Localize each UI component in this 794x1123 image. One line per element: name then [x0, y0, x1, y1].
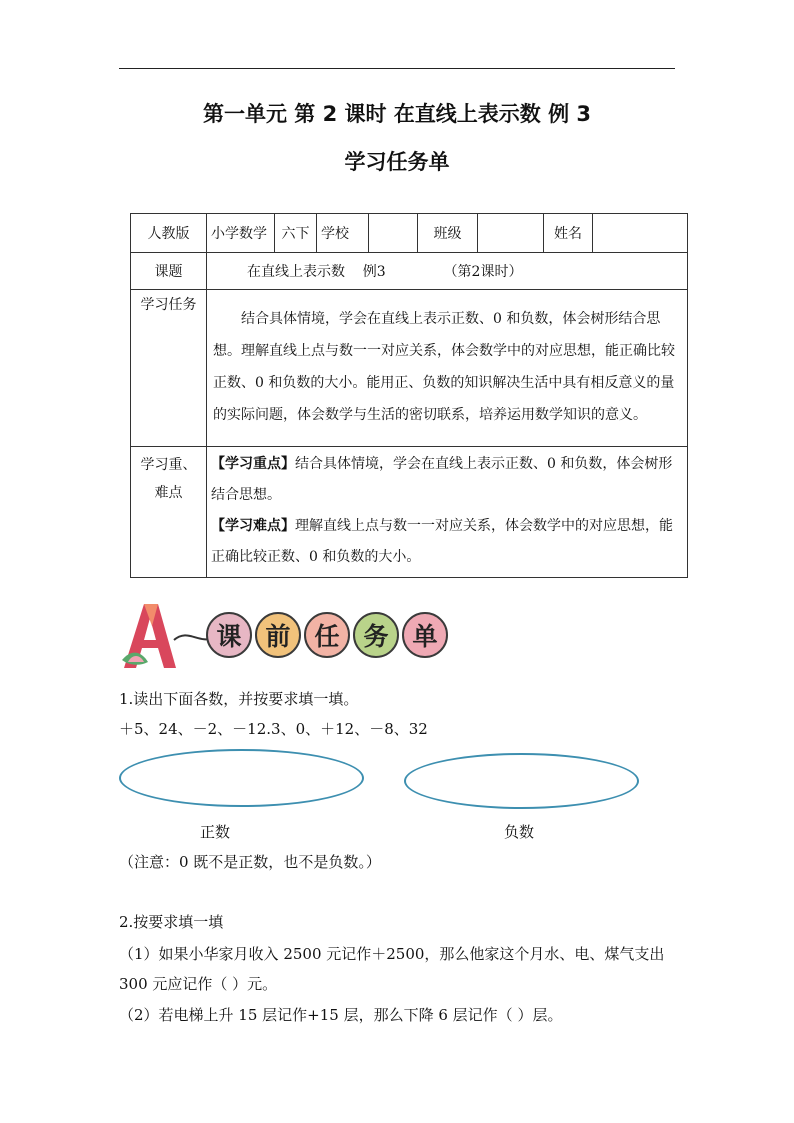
school-field[interactable]: [369, 214, 418, 253]
banner-char-5: [402, 612, 448, 658]
negative-label: 负数: [504, 823, 535, 841]
top-rule: [119, 68, 675, 69]
task-label: 学习任务: [131, 290, 207, 447]
banner-char-3: [304, 612, 350, 658]
task-text: 结合具体情境，学会在直线上表示正数、0 和负数，体会树形结合思想。理解直线上点与数一一对应关系，体会数学中的对应思想，能正确比较正数、0 和负数的大小。能用正、负数的知识解决生活中具有相反意义的量的实际问题，体会数学与生活的密切联系，培养运用数学知识的意义。: [207, 290, 688, 447]
positive-label: 正数: [200, 823, 231, 841]
key-point: [211, 449, 681, 511]
banner-char-5-text: 单: [412, 622, 438, 651]
q2-item1-line1: （1）如果小华家月收入 2500 元记作＋2500，那么他家这个月水、电、煤气支出: [119, 945, 665, 963]
difficulty-tag: 【学习难点】: [211, 518, 295, 534]
banner-char-1-text: 课: [216, 622, 242, 651]
banner-char-2: [255, 612, 301, 658]
class-field[interactable]: [478, 214, 544, 253]
key-point-tag: 【学习重点】: [211, 456, 295, 472]
page-subtitle: 学习任务单: [344, 150, 450, 174]
topic-value: 在直线上表示数 例3 （第2课时）: [207, 253, 688, 290]
info-table: [130, 213, 688, 578]
page-title: 第一单元 第 2 课时 在直线上表示数 例 3: [202, 102, 592, 126]
topic-label: 课题: [131, 253, 207, 290]
difficulty-point: [211, 511, 681, 573]
positive-oval[interactable]: [119, 749, 364, 807]
q1-prompt: 1.读出下面各数，并按要求填一填。: [119, 690, 359, 708]
topic-row: [131, 253, 688, 290]
difficulty-text: 理解直线上点与数一一对应关系，体会数学中的对应思想，能正确比较正数、0 和负数的大小。: [211, 518, 673, 565]
subject-cell: 小学数学: [207, 214, 275, 253]
key-label-text: 学习重、难点: [140, 457, 197, 501]
banner-char-3-text: 任: [314, 622, 340, 651]
negative-oval[interactable]: [404, 753, 639, 809]
banner-char-4: [353, 612, 399, 658]
key-content: [207, 447, 688, 578]
banner-char-4-text: 务: [363, 622, 389, 651]
grade-cell: 六下: [275, 214, 317, 253]
banner-char-2-text: 前: [265, 622, 291, 651]
key-label: [131, 447, 207, 578]
name-field[interactable]: [593, 214, 688, 253]
publisher-cell: 人教版: [131, 214, 207, 253]
key-row: [131, 447, 688, 578]
q1-numbers: ＋5、24、－2、－12.3、0、＋12、－8、32: [119, 720, 428, 738]
class-label: 班级: [418, 214, 478, 253]
q1-note: （注意：0 既不是正数，也不是负数。）: [119, 853, 381, 871]
q2-item1-line2: 300 元应记作（ ）元。: [119, 975, 278, 993]
task-row: [131, 290, 688, 447]
school-label: 学校: [317, 214, 369, 253]
q2-item2: （2）若电梯上升 15 层记作+15 层，那么下降 6 层记作（ ）层。: [119, 1006, 563, 1024]
banner-char-1: [206, 612, 252, 658]
info-row-1: [131, 214, 688, 253]
name-label: 姓名: [544, 214, 593, 253]
q2-prompt: 2.按要求填一填: [119, 913, 224, 931]
key-point-text: 结合具体情境，学会在直线上表示正数、0 和负数，体会树形结合思想。: [211, 456, 673, 503]
